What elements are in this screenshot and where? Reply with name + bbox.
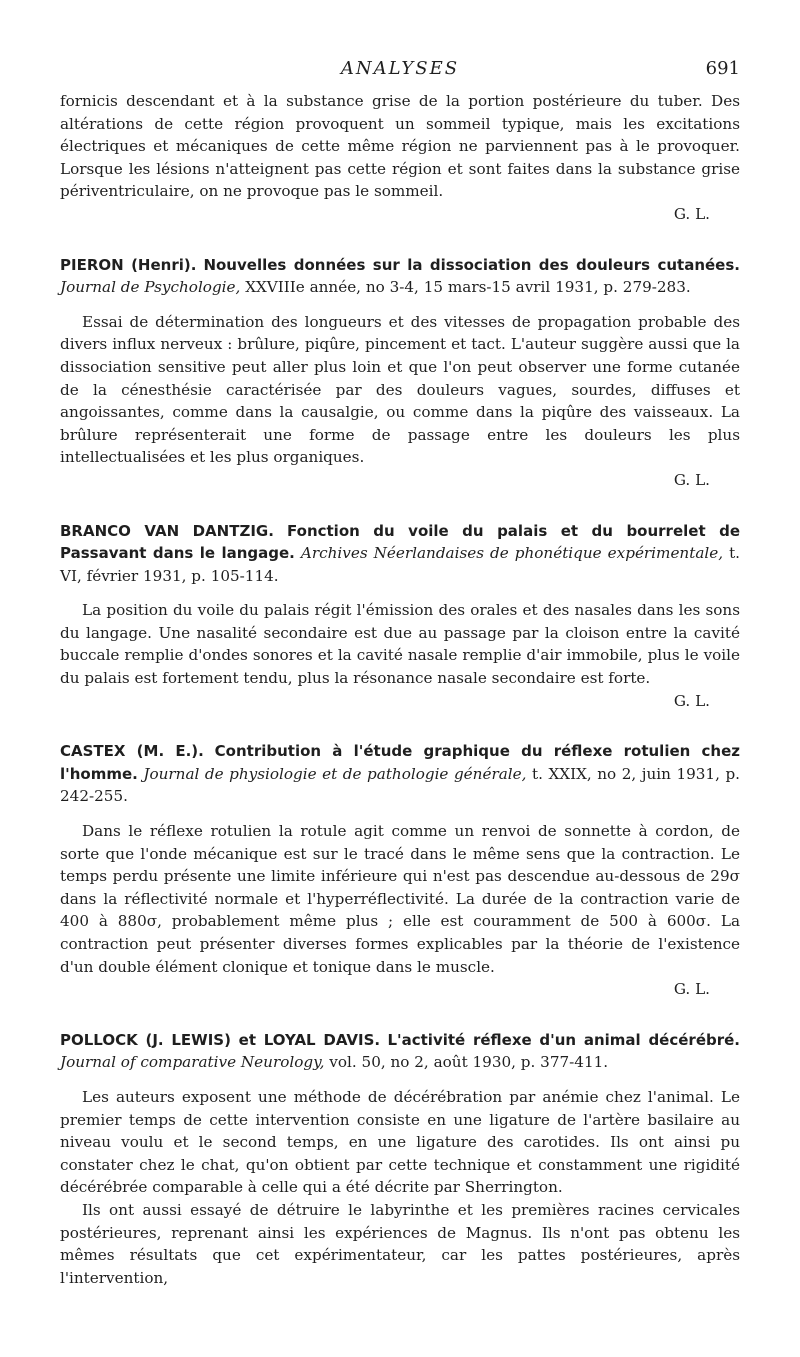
summary-paragraph: Dans le réflexe rotulien la rotule agit comme un renvoi de sonnette à cordon, de sorte que l'onde mécanique est sur le tracé dans le même sens que la contraction. Le temps perdu présente une limite inférieure qui n'est pas descendue au-dessous de 29σ dans la réflectivité normale et l'hyperréflectivité. La durée de la contraction varie de 400 à 880σ, probablement même plus ; elle est couramment de 500 à 600σ. La contraction peut présenter diverses formes explicables par la théorie de l'existence d'un double élément clonique et tonique dans le muscle. xyxy=(60,822,740,976)
header-title: ANALYSES xyxy=(340,58,460,79)
summary-paragraph: La position du voile du palais régit l'émission des orales et des nasales dans les sons du langage. Une nasalité secondaire est due au passage par la cloison entre la cavité buccale remplie d'ondes sonores et la cavité nasale remplie d'air immobile, plus le voile du palais est fortement tendu, plus la résonance nasale secondaire est forte. xyxy=(60,601,740,688)
entry-citation xyxy=(60,1029,740,1074)
entry-author: CASTEX (M. E.). xyxy=(60,742,204,761)
reviewer-signature: G. L. xyxy=(673,470,710,489)
entry-title: Nouvelles données sur la dissociation des douleurs cutanées. xyxy=(203,255,740,274)
entry-title: Contribution à l'étude graphique du réflexe rotulien chez l'homme. xyxy=(60,742,741,783)
entry-author: PIERON (Henri). xyxy=(60,255,197,274)
reviewer-signature: G. L. xyxy=(673,691,710,710)
page-body xyxy=(60,90,740,1289)
summary-paragraph: Ils ont aussi essayé de détruire le labyrinthe et les premières racines cervicales postérieures, reprenant ainsi les expériences de Magnus. Ils n'ont pas obtenu les mêmes résultats que cet expérimentateur, car les pattes postérieures, après l'intervention, xyxy=(60,1200,740,1287)
review-entries xyxy=(60,254,740,1290)
reviewer-signature: G. L. xyxy=(673,980,710,999)
entry-citation xyxy=(60,254,740,299)
entry-citation xyxy=(60,740,740,808)
entry-summary xyxy=(60,820,740,1001)
running-header xyxy=(60,58,740,84)
entry-title: Fonction du voile du palais et du bourrelet de Passavant dans le langage. xyxy=(60,521,740,563)
entry-journal: Archives Néerlandaises de phonétique expérimentale, xyxy=(300,544,724,563)
entry-citation xyxy=(60,520,740,588)
entry-reference: XXVIIIe année, no 3-4, 15 mars-15 avril 1931, p. 279-283. xyxy=(245,278,691,297)
entry-journal: Journal of comparative Neurology, xyxy=(60,1053,325,1072)
review-entry xyxy=(60,254,740,492)
entry-summary xyxy=(60,599,740,712)
entry-summary xyxy=(60,1086,740,1289)
entry-reference: vol. 50, no 2, août 1930, p. 377-411. xyxy=(329,1053,609,1072)
entry-title: L'activité réflexe d'un animal décérébré. xyxy=(387,1030,740,1049)
entry-reference: t. XXIX, no 2, juin 1931, p. 242-255. xyxy=(60,764,741,806)
review-entry xyxy=(60,520,740,713)
summary-paragraph: Essai de détermination des longueurs et des vitesses de propagation probable des divers influx nerveux : brûlure, piqûre, pincement et tact. L'auteur suggère aussi que la dissociation sensitive peut aller plus loin et que l'on peut observer une forme cutanée de la cénesthésie caractérisée par des douleurs vagues, sourdes, diffuses et angoissantes, comme dans la causalgie, ou comme dans la piqûre des vaisseaux. La brûlure représenterait une forme de passage entre les douleurs les plus intellectualisées et les plus organiques. xyxy=(60,312,740,467)
entry-journal: Journal de Psychologie, xyxy=(60,278,241,297)
page-number: 691 xyxy=(705,58,740,79)
entry-reference: t. VI, février 1931, p. 105-114. xyxy=(60,544,740,585)
entry-author: POLLOCK (J. LEWIS) et LOYAL DAVIS. xyxy=(60,1030,381,1049)
continuation-paragraph: fornicis descendant et à la substance grise de la portion postérieure du tuber. Des altérations de cette région provoquent un sommeil typique, mais les excitations électriques et mécaniques de cette même région ne parviennent pas à le provoquer. Lorsque les lésions n'atteignent pas cette région et sont faites dans la substance grise périventriculaire, on ne provoque pas le sommeil. xyxy=(60,92,740,201)
entry-journal: Journal de physiologie et de pathologie générale, xyxy=(143,764,527,783)
entry-author: BRANCO VAN DANTZIG. xyxy=(60,521,274,540)
review-entry xyxy=(60,1029,740,1290)
review-entry xyxy=(60,740,740,1001)
summary-paragraph: Les auteurs exposent une méthode de décérébration par anémie chez l'animal. Le premier temps de cette intervention consiste en une ligature de l'artère basilaire au niveau voulu et le second temps, en une ligature des carotides. Ils ont ainsi pu constater chez le chat, qu'on obtient par cette technique et constamment une rigidité décérébrée comparable à celle qui a été décrite par Sherrington. xyxy=(60,1087,740,1197)
continuation-signature: G. L. xyxy=(673,204,710,223)
entry-summary xyxy=(60,311,740,492)
